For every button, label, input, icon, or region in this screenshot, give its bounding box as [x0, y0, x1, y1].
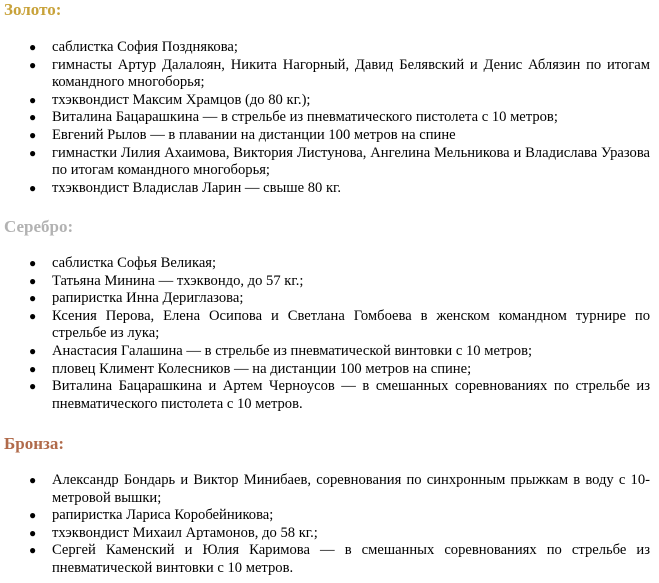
gold-list — [4, 39, 650, 197]
bullet-icon: ● — [29, 127, 37, 142]
list-item: ● Сергей Каменский и Юлия Каримова — в смешанных соревнованиях по стрельбе из пневматической винтовки с 10 метров. — [29, 542, 650, 576]
bullet-icon: ● — [29, 291, 37, 306]
silver-section — [4, 217, 650, 413]
list-item: ● гимнасты Артур Далалоян, Никита Нагорный, Давид Белявский и Денис Аблязин по итогам командного многоборья; — [29, 56, 650, 91]
gold-section — [4, 0, 650, 197]
list-item: ● тхэквондист Максим Храмцов (до 80 кг.); — [29, 91, 311, 108]
bullet-icon: ● — [29, 57, 37, 72]
list-item: ● Виталина Бацарашкина и Артем Черноусов — в смешанных соревнованиях по стрельбе из пневматического пистолета с 10 метров. — [29, 378, 650, 412]
bullet-icon: ● — [29, 40, 37, 54]
bullet-icon: ● — [29, 110, 37, 125]
bronze-section — [4, 434, 650, 578]
bullet-icon: ● — [29, 343, 37, 358]
list-item: ● саблистка Софья Великая; — [29, 255, 217, 271]
list-item: ● гимнастки Лилия Ахаимова, Виктория Листунова, Ангелина Мельникова и Владислава Уразова по итогам командного многоборья; — [29, 144, 650, 179]
list-item: ● Виталина Бацарашкина — в стрельбе из пневматического пистолета с 10 метров; — [29, 109, 558, 126]
list-item: ● тхэквондист Михаил Артамонов, до 58 кг.; — [29, 524, 318, 541]
list-item: ● рапиристка Инна Дериглазова; — [29, 290, 244, 307]
bullet-icon: ● — [29, 92, 37, 107]
bronze-heading: Бронза: — [4, 434, 64, 453]
bronze-list — [4, 472, 650, 578]
list-item: ● рапиристка Лариса Коробейникова; — [29, 507, 274, 524]
list-item: ● Александр Бондарь и Виктор Минибаев, соревнования по синхронным прыжкам в воду с 10-метровой вышки; — [29, 472, 650, 506]
bullet-icon: ● — [29, 543, 37, 558]
list-item: ● Ксения Перова, Елена Осипова и Светлана Гомбоева в женском командном турнире по стрельбе из лука; — [29, 307, 650, 342]
silver-heading: Серебро: — [4, 217, 74, 236]
list-item: ● тхэквондист Владислав Ларин — свыше 80 кг. — [29, 179, 342, 196]
list-item: ● саблистка София Позднякова; — [29, 39, 238, 55]
bullet-icon: ● — [29, 525, 37, 540]
silver-list — [4, 255, 650, 413]
bullet-icon: ● — [29, 361, 37, 376]
bullet-icon: ● — [29, 379, 37, 394]
list-item: ● Анастасия Галашина — в стрельбе из пневматической винтовки с 10 метров; — [29, 342, 533, 359]
gold-heading: Золото: — [4, 0, 62, 19]
bullet-icon: ● — [29, 145, 37, 160]
bullet-icon: ● — [29, 180, 37, 195]
bullet-icon: ● — [29, 473, 37, 487]
bullet-icon: ● — [29, 508, 37, 523]
bullet-icon: ● — [29, 256, 37, 270]
list-item: ● пловец Климент Колесников — на дистанции 100 метров на спине; — [29, 360, 472, 377]
bullet-icon: ● — [29, 273, 37, 288]
list-item: ● Евгений Рылов — в плавании на дистанции 100 метров на спине — [29, 126, 456, 143]
list-item: ● Татьяна Минина — тхэквондо, до 57 кг.; — [29, 272, 304, 289]
bullet-icon: ● — [29, 308, 37, 323]
